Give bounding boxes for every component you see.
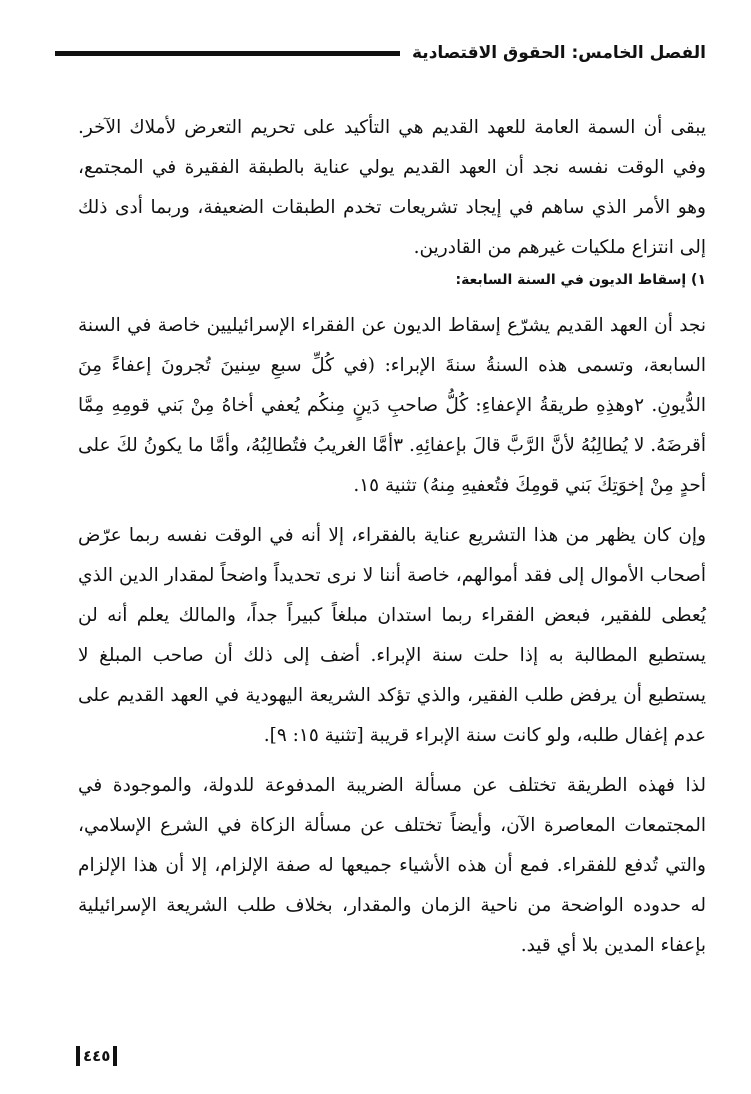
header-rule — [55, 51, 400, 56]
page-number-value: ٤٤٥ — [83, 1047, 111, 1065]
page-number-bar-right — [113, 1046, 117, 1066]
page-body — [78, 108, 706, 966]
running-header — [55, 38, 706, 68]
page-number — [73, 1046, 120, 1066]
paragraph-debt-release: نجد أن العهد القديم يشرّع إسقاط الديون عن الفقراء الإسرائيليين خاصة في السنة السابعة، وتسمى هذه السنةُ سنةَ الإبراء: (في كُلِّ سبعِ سِنينَ تُجرونَ إعفاءً مِنَ الدُّيونِ. ٢وهذِهِ طريقةُ الإعفاءِ: كُلُّ صاحبِ دَينٍ مِنكُم يُعفي أخاهُ مِنْ بَني قومِهِ مِمَّا أقرضَهُ. لا يُطالِبُهُ لأنَّ الرَّبَّ قالَ بإعفائِهِ. ٣أمَّا الغريبُ فتُطالِبُهُ، وأمَّا ما يكونُ لكَ على أحدٍ مِنْ إخوَتِكَ بَني قومِكَ فتُعفيهِ مِنهُ) تثنية ١٥. — [78, 315, 706, 496]
paragraph-comparison: لذا فهذه الطريقة تختلف عن مسألة الضريبة المدفوعة للدولة، والموجودة في المجتمعات المعاصرة الآن، وأيضاً تختلف عن مسألة الزكاة في الشرع الإسلامي، والتي تُدفع للفقراء. فمع أن هذه الأشياء جميعها له صفة الإلزام، إلا أن هذا الإلزام له حدوده الواضحة من ناحية الزمان والمقدار، بخلاف طلب الشريعة الإسرائيلية بإعفاء المدين بلا أي قيد. — [78, 775, 706, 956]
page-number-bar-left — [76, 1046, 80, 1066]
paragraph-intro: يبقى أن السمة العامة للعهد القديم هي التأكيد على تحريم التعرض لأملاك الآخر. وفي الوقت نفسه نجد أن العهد القديم يولي عناية بالطبقة الفقيرة في المجتمع، وهو الأمر الذي ساهم في إيجاد تشريعات تخدم الطبقات الضعيفة، وربما أدى ذلك إلى انتزاع ملكيات غيرهم من القادرين. — [78, 117, 706, 258]
chapter-title: الفصل الخامس: الحقوق الاقتصادية — [412, 43, 706, 63]
paragraph-analysis: وإن كان يظهر من هذا التشريع عناية بالفقراء، إلا أنه في الوقت نفسه ربما عرّض أصحاب الأموال إلى فقد أموالهم، خاصة أننا لا نرى تحديداً واضحاً لمقدار الدين الذي يُعطى للفقير، فبعض الفقراء ربما استدان مبلغاً كبيراً جداً، والمالك يعلم أنه لن يستطيع المطالبة به إذا حلت سنة الإبراء. أضف إلى ذلك أن صاحب المبلغ لا يستطيع أن يرفض طلب الفقير، والذي تؤكد الشريعة اليهودية في العهد القديم على عدم إغفال طلبه، ولو كانت سنة الإبراء قريبة [تثنية ١٥: ٩]. — [78, 525, 706, 746]
section-heading: ١) إسقاط الديون في السنة السابعة: — [455, 272, 706, 288]
